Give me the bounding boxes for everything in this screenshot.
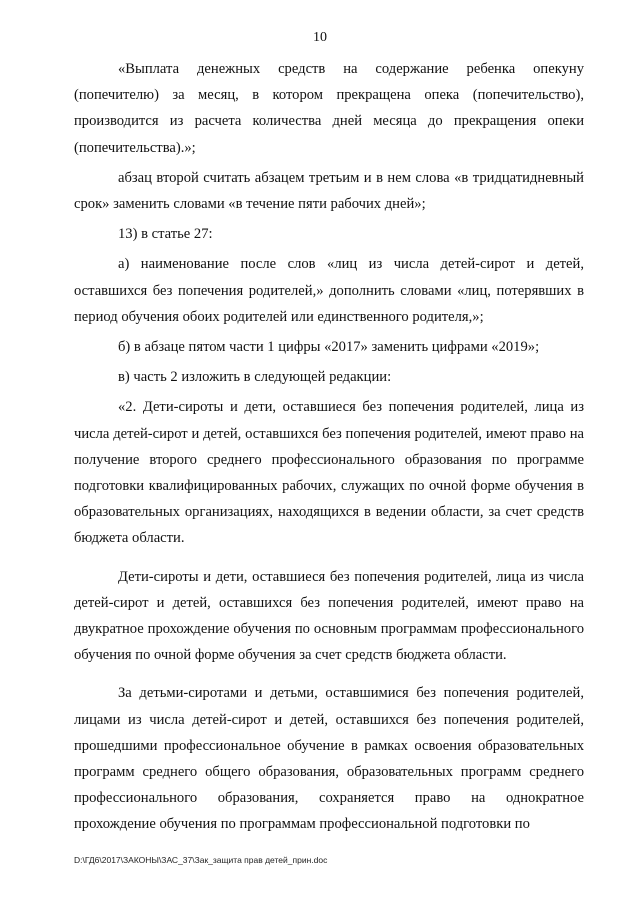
document-body <box>74 56 584 838</box>
paragraph-subitem-v: в) часть 2 изложить в следующей редакции: <box>118 369 392 386</box>
paragraph-second-abzats: абзац второй считать абзацем третьим и в нем слова «в тридцатидневный срок» заменить словами «в течение пяти рабочих дней»; <box>74 169 584 213</box>
paragraph-item-13: 13) в статье 27: <box>118 226 213 243</box>
paragraph-double-training: Дети-сироты и дети, оставшиеся без попечения родителей, лица из числа детей-сирот и детей, оставшихся без попечения родителей, имеют право на двукратное прохождение обучения по основным программам профессионального обучения по очной форме обучения за счет средств бюджета области. <box>74 568 584 664</box>
paragraph-subitem-b: б) в абзаце пятом части 1 цифры «2017» заменить цифрами «2019»; <box>118 339 540 356</box>
paragraph-payment-clause: «Выплата денежных средств на содержание ребенка опекуну (попечителю) за месяц, в котором прекращена опека (попечительство), производится из расчета количества дней месяца до прекращения опеки (попечительства).»; <box>74 61 584 156</box>
paragraph-retained-right: За детьми-сиротами и детьми, оставшимися без попечения родителей, лицами из числа детей-сирот и детей, оставшихся без попечения родителей, прошедшими профессиональное обучение в рамках освоения образовательных программ среднего общего образования, образовательных программ среднего профессионального образования, сохраняется право на однократное прохождение обучения по программам профессиональной подготовки по <box>74 685 584 833</box>
footer-file-path: D:\ГД6\2017\ЗАКОНЫ\ЗАС_37\Зак_защита прав детей_прин.doc <box>74 855 328 865</box>
paragraph-subitem-a: а) наименование после слов «лиц из числа детей-сирот и детей, оставшихся без попечения родителей,» дополнить словами «лиц, потерявших в период обучения обоих родителей или единственного родителя,»; <box>74 256 584 325</box>
page-number: 10 <box>313 30 327 45</box>
paragraph-part-2-orphans-education: «2. Дети-сироты и дети, оставшиеся без попечения родителей, лица из числа детей-сирот и детей, оставшихся без попечения родителей, имеют право на получение второго среднего профессионального образования по программе подготовки квалифицированных рабочих, служащих по очной форме обучения в образовательных организациях, находящихся в ведении области, за счет средств бюджета области. <box>74 399 584 547</box>
